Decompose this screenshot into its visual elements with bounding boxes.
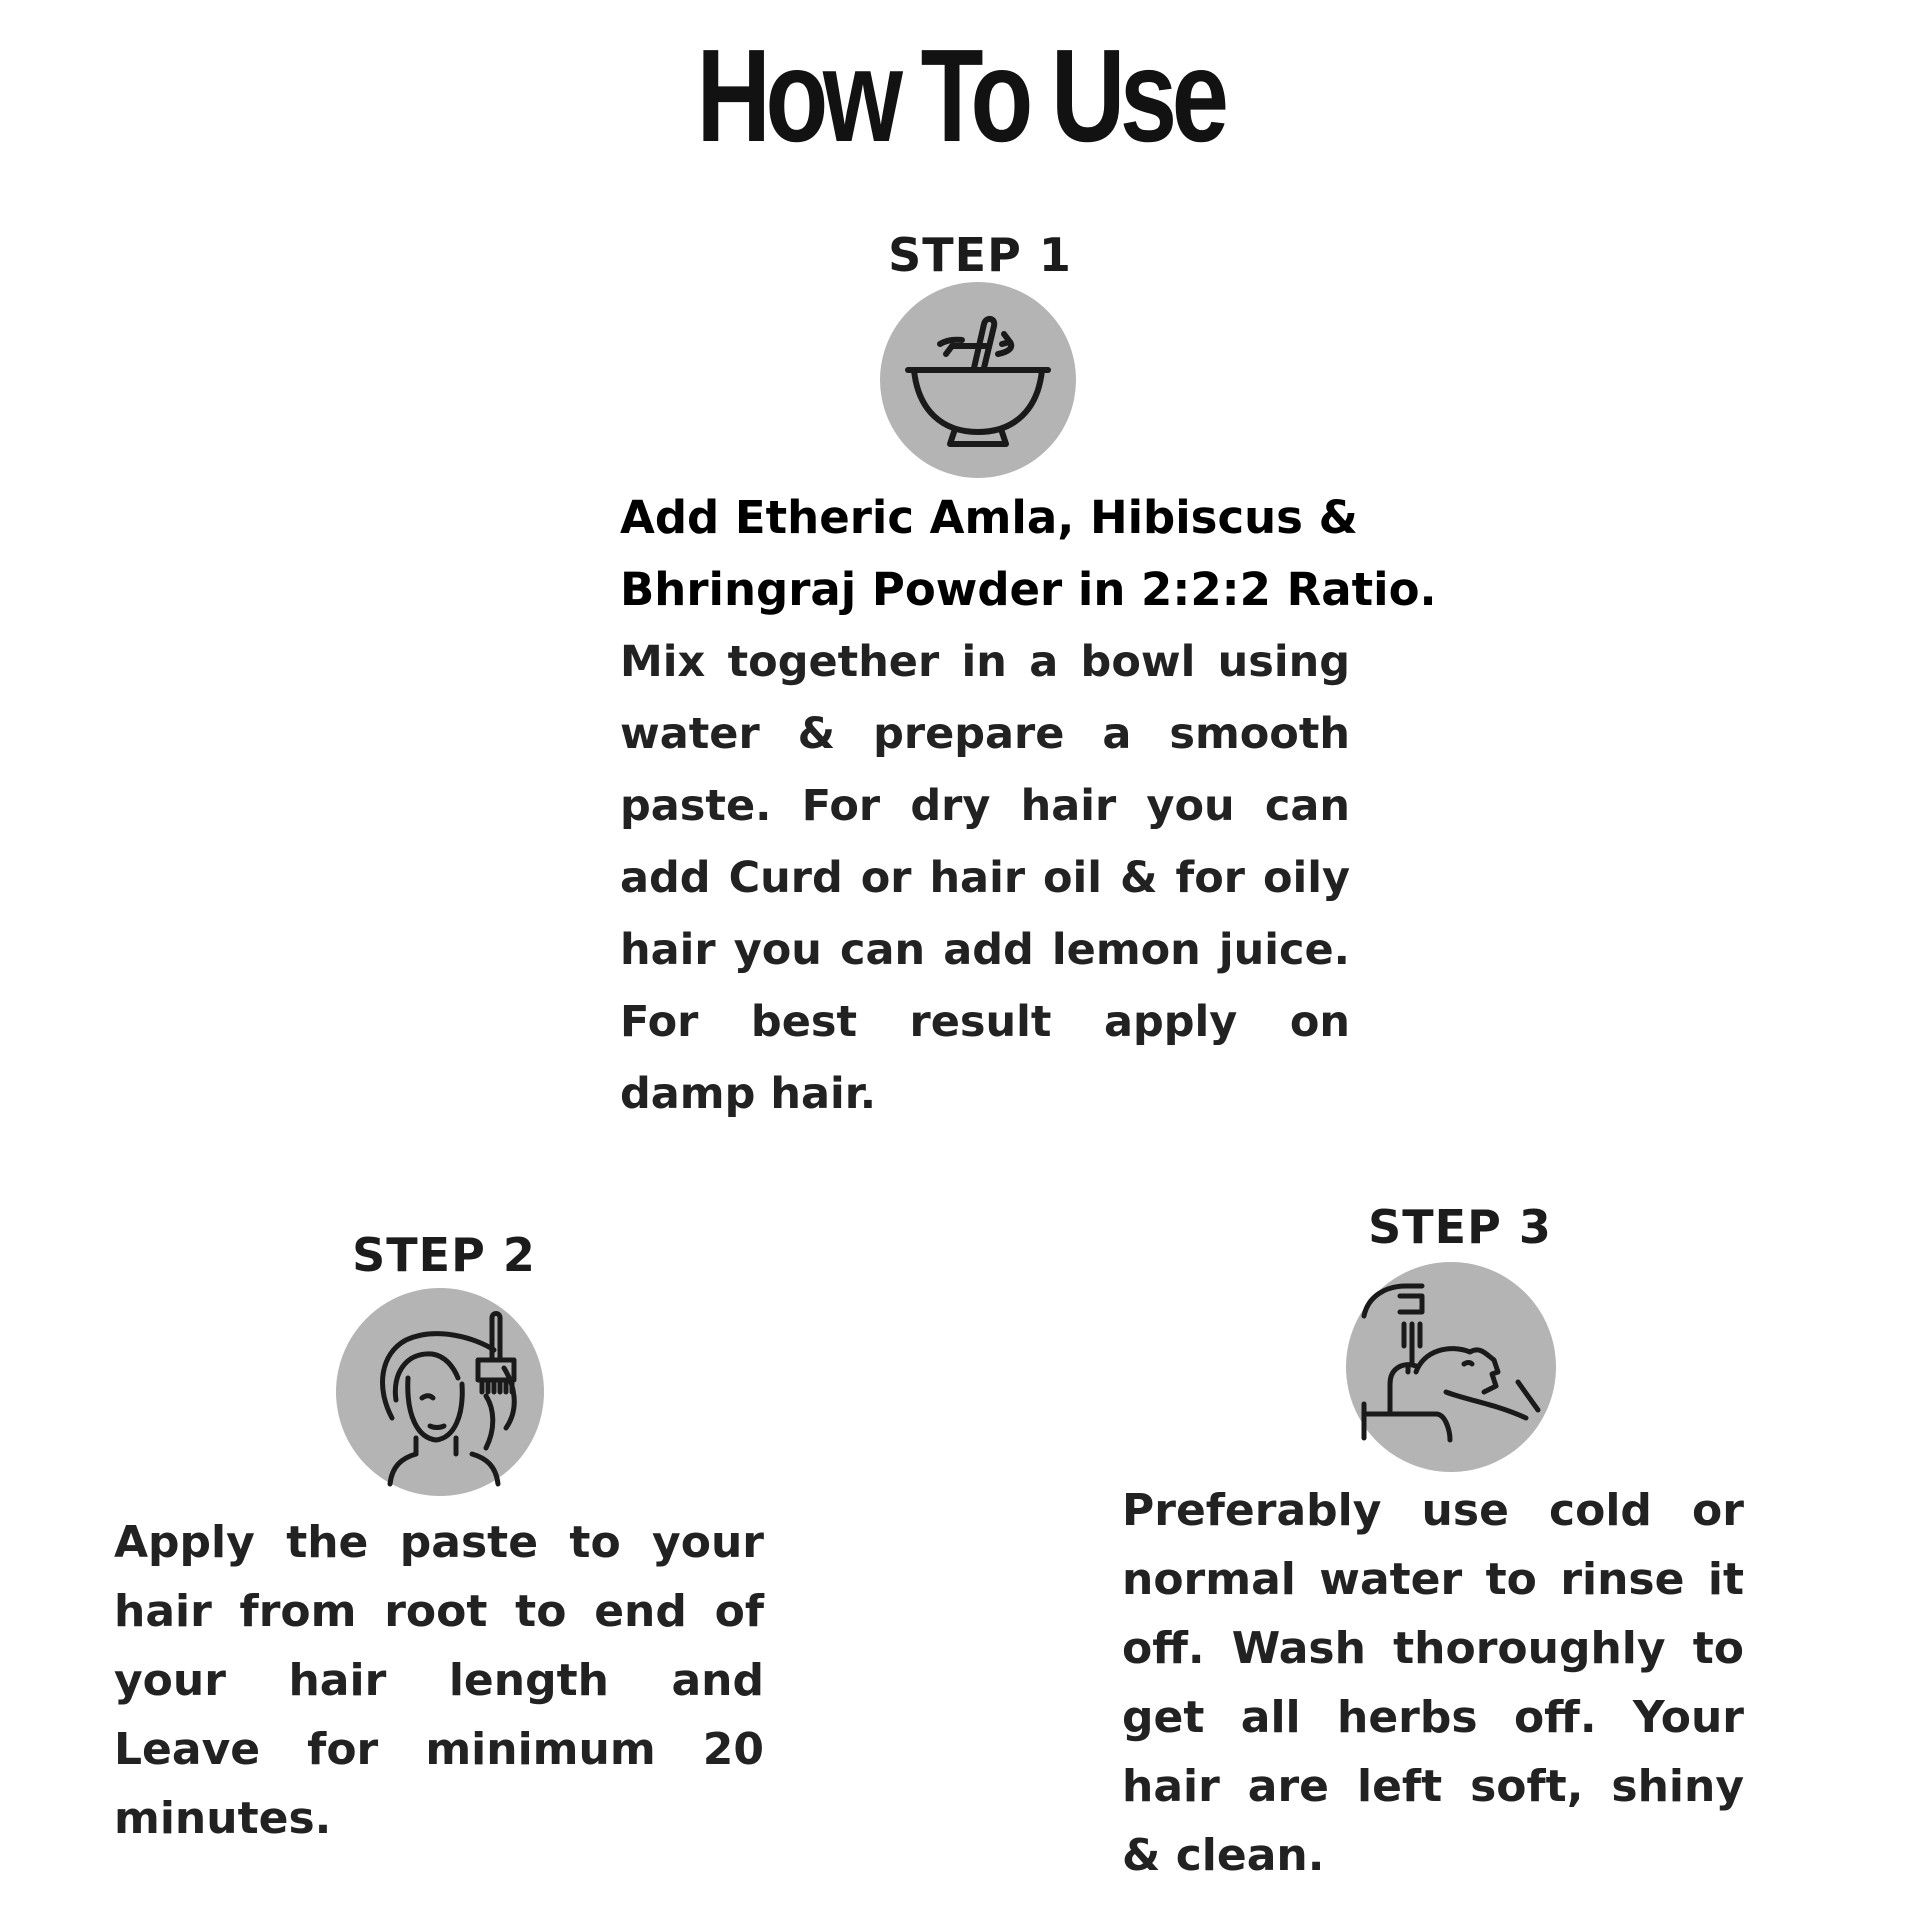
- step-3-label: STEP 3: [1368, 1200, 1552, 1254]
- step-2-label: STEP 2: [352, 1228, 536, 1282]
- step-3-text: Preferably use cold or normal water to rinse it off. Wash thoroughly to get all herbs off. Your hair are left soft, shiny & clean.: [1122, 1485, 1744, 1881]
- step-1-lead-line-2: Bhringraj Powder in 2:2:2 Ratio.: [620, 563, 1437, 616]
- hair-wash-icon: [1346, 1262, 1556, 1472]
- hair-dye-brush-icon: [336, 1288, 544, 1496]
- step-1-text: Mix together in a bowl using water & prepare a smooth paste. For dry hair you can add Curd or hair oil & for oily hair you can add lemon juice. For best result apply on damp hair.: [620, 637, 1350, 1119]
- mixing-bowl-icon: [880, 282, 1076, 478]
- page-title: How To Use: [696, 22, 1224, 169]
- step-2-text: Apply the paste to your hair from root to end of your hair length and Leave for minimum 20 minutes.: [114, 1517, 764, 1844]
- step-1-label: STEP 1: [888, 228, 1072, 282]
- step-1-lead-line-1: Add Etheric Amla, Hibiscus &: [620, 491, 1358, 544]
